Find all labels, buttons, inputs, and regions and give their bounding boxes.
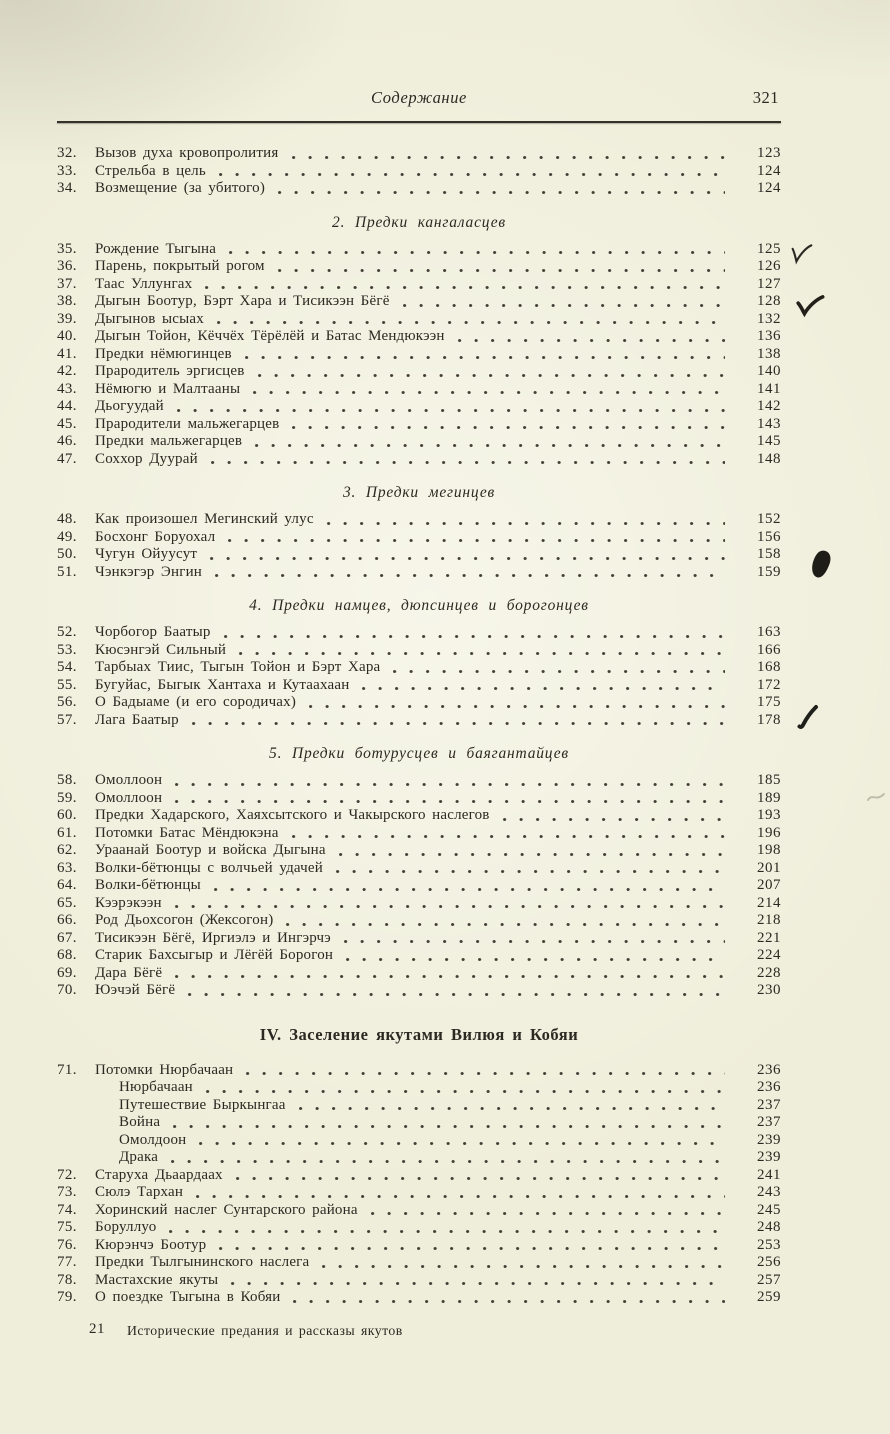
entry-page: 128	[757, 293, 781, 309]
entry-page: 175	[757, 694, 781, 710]
entry-title: Дьогуудай	[95, 398, 164, 414]
entry-page: 163	[757, 624, 781, 640]
entry-page: 148	[757, 450, 781, 467]
entry-page: 259	[757, 1289, 781, 1305]
toc-entry	[57, 564, 781, 582]
entry-number: 58.	[57, 772, 77, 788]
entry-title: Стрельба в цель	[95, 162, 206, 179]
toc-entry	[57, 947, 781, 965]
toc-entry	[57, 1097, 781, 1115]
entry-page: 241	[757, 1166, 781, 1183]
entry-page: 196	[757, 824, 781, 841]
entry-title: Волки-бётюнцы с волчьей удачей	[95, 859, 324, 876]
entry-title: О поездке Тыгына в Кобяи	[95, 1289, 281, 1305]
entry-title: Война	[119, 1114, 161, 1130]
entry-title: Вызов духа кровопролития	[95, 145, 279, 161]
dot-leader	[213, 311, 725, 329]
entry-page: 185	[757, 772, 781, 788]
entry-number: 71.	[57, 1061, 77, 1078]
dot-leader	[188, 712, 725, 730]
entry-number: 59.	[57, 789, 77, 806]
entry-page: 236	[757, 1079, 781, 1095]
entry-page: 257	[757, 1271, 781, 1288]
toc-entry	[57, 363, 781, 381]
page-number: 321	[752, 88, 779, 107]
header-rule	[57, 121, 781, 123]
entry-page: 218	[757, 912, 781, 928]
toc-entry	[57, 965, 781, 983]
entry-page: 156	[757, 528, 781, 545]
dot-leader	[454, 328, 725, 346]
dot-leader	[367, 1202, 725, 1220]
dot-leader	[215, 163, 725, 181]
dot-leader	[289, 1289, 725, 1307]
entry-number: 36.	[57, 258, 77, 274]
entry-title: Чорбогор Баатыр	[95, 624, 211, 640]
entry-title: О Бадыаме (и его сородичах)	[95, 694, 297, 710]
toc-entry	[57, 807, 781, 825]
entry-number: 72.	[57, 1166, 77, 1183]
toc-entry	[57, 293, 781, 311]
entry-page: 224	[757, 947, 781, 963]
dot-leader	[288, 145, 726, 163]
entry-title: Потомки Нюрбачаан	[95, 1061, 234, 1078]
entry-title: Нёмюгю и Малтааны	[95, 380, 241, 397]
entry-number: 69.	[57, 964, 77, 981]
entry-page: 228	[757, 964, 781, 981]
entry-page: 140	[757, 363, 781, 379]
toc-entry	[57, 381, 781, 399]
entry-page: 239	[757, 1149, 781, 1165]
toc-section-heading: 5. Предки ботурусцев и баягантайцев	[269, 745, 569, 762]
dot-leader	[241, 346, 725, 364]
entry-number: 56.	[57, 694, 77, 710]
entry-page: 253	[757, 1236, 781, 1253]
dot-leader	[295, 1097, 725, 1115]
entry-title: Возмещение (за убитого)	[95, 180, 266, 196]
toc-entry	[57, 790, 781, 808]
entry-number: 63.	[57, 859, 77, 876]
toc-entry	[57, 276, 781, 294]
signature-number: 21	[89, 1320, 105, 1337]
entry-page: 143	[757, 415, 781, 432]
entry-number: 67.	[57, 929, 77, 946]
entry-title: Предки нёмюгинцев	[95, 345, 232, 362]
entry-number: 65.	[57, 894, 77, 911]
entry-number: 74.	[57, 1201, 77, 1218]
entry-title: Драка	[119, 1149, 159, 1165]
entry-number: 64.	[57, 877, 77, 893]
toc-entry	[57, 1079, 781, 1097]
dot-leader	[249, 381, 725, 399]
dot-leader	[274, 180, 725, 198]
dot-leader	[173, 398, 725, 416]
entry-page: 141	[757, 380, 781, 397]
entry-number: 68.	[57, 947, 77, 963]
entry-title: Прародители мальжегарцев	[95, 415, 280, 432]
toc-section-heading: 4. Предки намцев, дюпсинцев и борогонцев	[249, 597, 589, 614]
entry-number: 48.	[57, 511, 77, 527]
entry-number: 43.	[57, 380, 77, 397]
entry-page: 239	[757, 1131, 781, 1148]
entry-page: 124	[757, 162, 781, 179]
dot-leader	[210, 877, 725, 895]
toc-entry	[57, 180, 781, 198]
dot-leader	[242, 1062, 725, 1080]
entry-page: 178	[757, 711, 781, 728]
entry-page: 236	[757, 1061, 781, 1078]
toc-entry	[57, 694, 781, 712]
entry-number: 76.	[57, 1236, 77, 1253]
entry-number: 46.	[57, 433, 77, 449]
entry-title: Мастахские якуты	[95, 1271, 219, 1288]
entry-page: 138	[757, 345, 781, 362]
dot-leader	[215, 1237, 725, 1255]
toc-section-heading: 2. Предки кангаласцев	[332, 213, 506, 231]
entry-title: Рождение Тыгына	[95, 240, 217, 257]
dot-leader	[202, 1079, 725, 1097]
entry-number: 70.	[57, 982, 77, 998]
entry-number: 77.	[57, 1254, 77, 1270]
entry-title: Род Дьохсогон (Жексогон)	[95, 912, 274, 928]
entry-number: 51.	[57, 563, 77, 580]
dot-leader	[251, 433, 725, 451]
dot-leader	[225, 241, 725, 259]
toc-entry	[57, 546, 781, 564]
dot-leader	[358, 677, 725, 695]
toc-entry	[57, 677, 781, 695]
toc-entry	[57, 1219, 781, 1237]
entry-number: 75.	[57, 1219, 77, 1235]
dot-leader	[220, 624, 725, 642]
toc-entry	[57, 258, 781, 276]
entry-page: 142	[757, 398, 781, 414]
entry-title: Боруллуо	[95, 1219, 157, 1235]
entry-title: Кээрэкээн	[95, 894, 162, 911]
entry-title: Дара Бёгё	[95, 964, 163, 981]
dot-leader	[227, 1272, 725, 1290]
entry-number: 47.	[57, 450, 77, 467]
dot-leader	[342, 947, 725, 965]
entry-page: 166	[757, 641, 781, 658]
entry-title: Потомки Батас Мёндюкэна	[95, 824, 279, 841]
dot-leader	[224, 529, 725, 547]
entry-title: Соххор Дуурай	[95, 450, 198, 467]
entry-title: Чугун Ойуусут	[95, 546, 198, 562]
entry-title: Прародитель эргисцев	[95, 363, 245, 379]
dot-leader	[201, 276, 725, 294]
dot-leader	[184, 982, 725, 1000]
entry-title: Нюрбачаан	[119, 1079, 193, 1095]
entry-page: 248	[757, 1219, 781, 1235]
entry-title: Путешествие Быркынгаа	[119, 1096, 286, 1113]
toc-section-heading: IV. Заселение якутами Вилюя и Кобяи	[259, 1024, 579, 1044]
entry-title: Омоллоон	[95, 789, 163, 806]
entry-number: 35.	[57, 240, 77, 257]
toc-entry	[57, 642, 781, 660]
toc-entry	[57, 1254, 781, 1272]
entry-title: Тарбыах Тиис, Тыгын Тойон и Бэрт Хара	[95, 659, 381, 675]
entry-title: Предки мальжегарцев	[95, 433, 243, 449]
entry-number: 62.	[57, 842, 77, 858]
dot-leader	[288, 825, 725, 843]
dot-leader	[318, 1254, 725, 1272]
entry-number: 78.	[57, 1271, 77, 1288]
toc-entry	[57, 895, 781, 913]
entry-number: 61.	[57, 824, 77, 841]
entry-title: Таас Уллунгах	[95, 275, 193, 292]
entry-page: 237	[757, 1114, 781, 1130]
dot-leader	[399, 293, 725, 311]
toc-entry	[57, 860, 781, 878]
entry-number: 40.	[57, 328, 77, 344]
entry-number: 41.	[57, 345, 77, 362]
toc-entry	[57, 825, 781, 843]
entry-title: Парень, покрытый рогом	[95, 258, 265, 274]
entry-number: 50.	[57, 546, 77, 562]
dot-leader	[235, 642, 725, 660]
dot-leader	[335, 842, 725, 860]
dot-leader	[192, 1184, 725, 1202]
entry-number: 60.	[57, 807, 77, 823]
entry-title: Кюсэнгэй Сильный	[95, 641, 227, 658]
page-footer	[57, 1320, 781, 1340]
entry-number: 42.	[57, 363, 77, 379]
entry-number: 79.	[57, 1289, 77, 1305]
entry-title: Омоллоон	[95, 772, 163, 788]
entry-page: 256	[757, 1254, 781, 1270]
toc-entry	[57, 1149, 781, 1167]
entry-page: 245	[757, 1201, 781, 1218]
entry-number: 52.	[57, 624, 77, 640]
entry-page: 237	[757, 1096, 781, 1113]
toc-entry	[57, 1114, 781, 1132]
entry-title: Кюрэнчэ Боотур	[95, 1236, 207, 1253]
toc-entry	[57, 451, 781, 469]
toc-entry	[57, 659, 781, 677]
entry-page: 132	[757, 310, 781, 327]
dot-leader	[211, 564, 725, 582]
entry-number: 33.	[57, 162, 77, 179]
entry-title: Дыгын Тойон, Кёччёх Тёрёлёй и Батас Мендюкээн	[95, 328, 445, 344]
dot-leader	[323, 511, 725, 529]
entry-title: Босхонг Боруохал	[95, 528, 216, 545]
entry-page: 214	[757, 894, 781, 911]
entry-page: 230	[757, 982, 781, 998]
toc-entry	[57, 398, 781, 416]
book-series-title: Исторические предания и рассказы якутов	[127, 1322, 403, 1338]
entry-page: 159	[757, 563, 781, 580]
toc-entry	[57, 1167, 781, 1185]
toc-entry	[57, 912, 781, 930]
entry-page: 221	[757, 929, 781, 946]
entry-title: Бугуйас, Быгык Хантаха и Кутаахаан	[95, 676, 350, 693]
entry-title: Омолдоон	[119, 1131, 187, 1148]
entry-number: 37.	[57, 275, 77, 292]
entry-page: 172	[757, 676, 781, 693]
entry-number: 39.	[57, 310, 77, 327]
toc-entry	[57, 1237, 781, 1255]
entry-number: 44.	[57, 398, 77, 414]
entry-title: Сюлэ Тархан	[95, 1184, 184, 1200]
entry-number: 66.	[57, 912, 77, 928]
toc-entry	[57, 311, 781, 329]
toc-entry	[57, 416, 781, 434]
entry-page: 193	[757, 807, 781, 823]
toc-entry	[57, 433, 781, 451]
entry-title: Старуха Дьаардаах	[95, 1166, 223, 1183]
entry-title: Предки Хадарского, Хаяхсытского и Чакырского наслегов	[95, 807, 490, 823]
dot-leader	[171, 790, 725, 808]
toc-entry	[57, 163, 781, 181]
toc-entry	[57, 712, 781, 730]
dot-leader	[332, 860, 725, 878]
toc-entry	[57, 1062, 781, 1080]
entry-page: 168	[757, 659, 781, 675]
dot-leader	[207, 451, 725, 469]
dot-leader	[288, 416, 725, 434]
dot-leader	[232, 1167, 725, 1185]
entry-page: 243	[757, 1184, 781, 1200]
entry-number: 53.	[57, 641, 77, 658]
dot-leader	[167, 1149, 725, 1167]
entry-title: Старик Бахсыгыр и Лёгёй Борогон	[95, 947, 334, 963]
entry-number: 54.	[57, 659, 77, 675]
entry-page: 123	[757, 145, 781, 161]
entry-page: 124	[757, 180, 781, 196]
entry-number: 49.	[57, 528, 77, 545]
toc-entry	[57, 328, 781, 346]
entry-title: Лага Баатыр	[95, 711, 179, 728]
entry-page: 145	[757, 433, 781, 449]
entry-page: 152	[757, 511, 781, 527]
entry-page: 127	[757, 275, 781, 292]
entry-page: 189	[757, 789, 781, 806]
entry-title: Дыгын Боотур, Бэрт Хара и Тисикээн Бёгё	[95, 293, 390, 309]
running-title: Содержание	[370, 88, 467, 107]
toc-entry	[57, 145, 781, 163]
toc-entry	[57, 877, 781, 895]
entry-number: 55.	[57, 676, 77, 693]
entry-number: 34.	[57, 180, 77, 196]
entry-title: Чэнкэгэр Энгин	[95, 563, 203, 580]
toc-entry	[57, 1202, 781, 1220]
dot-leader	[171, 772, 725, 790]
toc-entry	[57, 930, 781, 948]
entry-title: Юэчэй Бёгё	[95, 982, 176, 998]
entry-page: 125	[757, 240, 781, 257]
entry-number: 45.	[57, 415, 77, 432]
toc-entry	[57, 1132, 781, 1150]
entry-number: 57.	[57, 711, 77, 728]
toc	[57, 145, 781, 1307]
dot-leader	[171, 965, 725, 983]
entry-page: 158	[757, 546, 781, 562]
toc-entry	[57, 511, 781, 529]
entry-number: 73.	[57, 1184, 77, 1200]
dot-leader	[305, 694, 725, 712]
entry-title: Как произошел Мегинский улус	[95, 511, 314, 527]
toc-entry	[57, 624, 781, 642]
dot-leader	[282, 912, 725, 930]
entry-title: Хоринский наслег Сунтарского района	[95, 1201, 358, 1218]
entry-page: 201	[757, 859, 781, 876]
dot-leader	[195, 1132, 725, 1150]
toc-entry	[57, 1184, 781, 1202]
dot-leader	[274, 258, 725, 276]
toc-entry	[57, 772, 781, 790]
entry-page: 136	[757, 328, 781, 344]
entry-page: 207	[757, 877, 781, 893]
toc-entry	[57, 241, 781, 259]
entry-page: 126	[757, 258, 781, 274]
dot-leader	[340, 930, 725, 948]
page-header	[57, 88, 781, 112]
toc-entry	[57, 346, 781, 364]
dot-leader	[254, 363, 725, 381]
entry-page: 198	[757, 842, 781, 858]
dot-leader	[165, 1219, 725, 1237]
toc-entry	[57, 529, 781, 547]
dot-leader	[169, 1114, 725, 1132]
dot-leader	[389, 659, 725, 677]
toc-section-heading: 3. Предки мегинцев	[342, 484, 496, 501]
dot-leader	[499, 807, 725, 825]
dot-leader	[206, 546, 725, 564]
entry-title: Волки-бётюнцы	[95, 877, 201, 893]
entry-title: Тисикээн Бёгё, Иргиэлэ и Ингэрчэ	[95, 929, 331, 946]
toc-entry	[57, 982, 781, 1000]
dot-leader	[171, 895, 725, 913]
toc-entry	[57, 1272, 781, 1290]
entry-number: 32.	[57, 145, 77, 161]
toc-entry	[57, 1289, 781, 1307]
entry-title: Предки Тылгынинского наслега	[95, 1254, 310, 1270]
entry-number: 38.	[57, 293, 77, 309]
toc-entry	[57, 842, 781, 860]
entry-title: Дыгынов ысыах	[95, 310, 204, 327]
entry-title: Ураанай Боотур и войска Дыгына	[95, 842, 326, 858]
